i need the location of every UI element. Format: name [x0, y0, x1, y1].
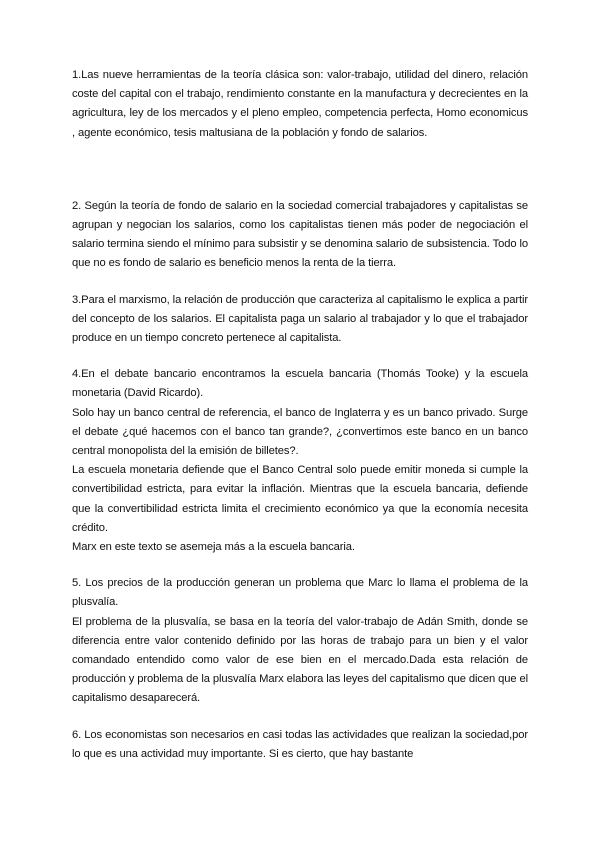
paragraph-4-intro: 4.En el debate bancario encontramos la escuela bancaria (Thomás Tooke) y la escuela monetaria (David Ricardo).: [72, 368, 528, 400]
section-spacer: [72, 274, 528, 291]
paragraph-3: 3.Para el marxismo, la relación de producción que caracteriza al capitalismo le explica a partir del concepto de los salarios. El capitalista paga un salario al trabajador y lo que el trabajador produce en un tiempo concreto pertenece al capitalista.: [72, 293, 528, 345]
paragraph-4-debate: Solo hay un banco central de referencia, el banco de Inglaterra y es un banco privado. Surge el debate ¿qué hacemos con el banco tan grande?, ¿convertimos este banco en un banco central monopolista del la emisión de billetes?.: [72, 406, 528, 458]
section-spacer: [72, 170, 528, 197]
paragraph-5-body: El problema de la plusvalía, se basa en la teoría del valor-trabajo de Adán Smith, donde se diferencia entre valor contenido definido por las horas de trabajo para un bien y el valor comandado entendido como valor de ese bien en el mercado.Dada esta relación de producción y problema de la plusvalía Marx elabora las leyes del capitalismo que dicen que el capitalismo desaparecerá.: [72, 615, 528, 705]
paragraph-6: 6. Los economistas son necesarios en casi todas las actividades que realizan la sociedad,por lo que es una actividad muy importante. Si es cierto, que hay bastante: [72, 728, 528, 760]
section-spacer: [72, 557, 528, 574]
paragraph-5-intro: 5. Los precios de la producción generan un problema que Marc lo llama el problema de la plusvalía.: [72, 577, 528, 609]
paragraph-1: 1.Las nueve herramientas de la teoría clásica son: valor-trabajo, utilidad del dinero, relación coste del capital con el trabajo, rendimiento constante en la manufactura y decrecientes en la agricultura, ley de los mercados y el pleno empleo, competencia perfecta, Homo economicus , agente económico, tesis maltusiana de la población y fondo de salarios.: [72, 69, 528, 139]
section-spacer: [72, 348, 528, 365]
paragraph-4-conclusion: Marx en este texto se asemeja más a la escuela bancaria.: [72, 541, 355, 554]
paragraph-2: 2. Según la teoría de fondo de salario en la sociedad comercial trabajadores y capitalistas se agrupan y negocian los salarios, como los capitalistas tienen más poder de negociación el salario termina siendo el mínimo para subsistir y se denomina salario de subsistencia. Todo lo que no es fondo de salario es beneficio menos la renta de la tierra.: [72, 199, 528, 270]
document-page: [72, 66, 528, 764]
section-spacer: [72, 143, 528, 170]
section-spacer: [72, 709, 528, 726]
paragraph-4-schools: La escuela monetaria defiende que el Banco Central solo puede emitir moneda si cumple la convertibilidad estricta, para evitar la inflación. Mientras que la escuela bancaria, defiende que la convertibilidad estricta limita el crecimiento económico ya que la economía necesita crédito.: [72, 464, 528, 534]
